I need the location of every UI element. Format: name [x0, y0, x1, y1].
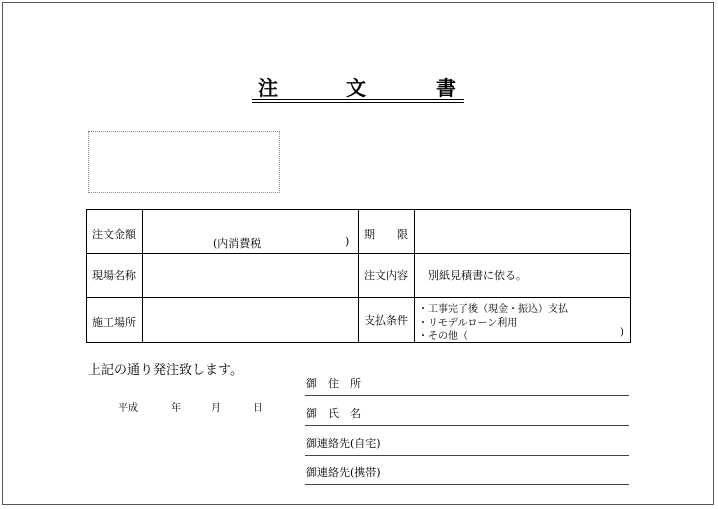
address-line[interactable]: [305, 395, 629, 396]
home-contact-label: 御連絡先(自宅): [306, 437, 381, 450]
home-contact-line[interactable]: [305, 455, 629, 456]
order-table: [86, 209, 631, 343]
title-underline-top: [252, 99, 464, 100]
stamp-area: [88, 131, 280, 193]
payment-term-2: ・リモデルローン利用: [418, 318, 518, 329]
table-divider: [87, 297, 630, 298]
table-divider: [142, 210, 143, 342]
tax-note-close: ): [345, 235, 350, 248]
order-declaration: 上記の通り発注致します。: [88, 363, 243, 378]
construction-site-label: 施工場所: [92, 316, 136, 329]
table-divider: [414, 210, 415, 342]
title-char-1: 注: [258, 76, 278, 100]
address-label: 御 住 所: [306, 377, 361, 390]
date-month: 月: [211, 403, 221, 414]
payment-term-1: ・工事完了後（現金・振込）支払: [418, 304, 568, 315]
date-year: 年: [171, 403, 181, 414]
date-day: 日: [253, 403, 263, 414]
payment-terms-label: 支払条件: [364, 314, 408, 327]
title-char-2: 文: [346, 76, 366, 100]
order-content-label: 注文内容: [364, 269, 408, 282]
payment-term-3: ・その他（: [418, 331, 468, 342]
table-divider: [358, 210, 359, 342]
name-label: 御 氏 名: [306, 407, 361, 420]
mobile-contact-line[interactable]: [305, 484, 629, 485]
title-underline-bottom: [252, 102, 464, 103]
tax-note: (内消費税: [213, 237, 262, 250]
deadline-label: 期 限: [364, 228, 408, 241]
table-divider: [87, 253, 630, 254]
site-name-label: 現場名称: [92, 269, 136, 282]
mobile-contact-label: 御連絡先(携帯): [306, 466, 381, 479]
order-amount-label: 注文金額: [92, 228, 136, 241]
order-content-value: 別紙見積書に依る。: [428, 269, 527, 282]
document-title: [252, 70, 464, 100]
date-era: 平成: [118, 403, 138, 414]
title-char-3: 書: [436, 76, 456, 100]
payment-term-3-close: ): [620, 327, 624, 338]
name-line[interactable]: [305, 425, 629, 426]
